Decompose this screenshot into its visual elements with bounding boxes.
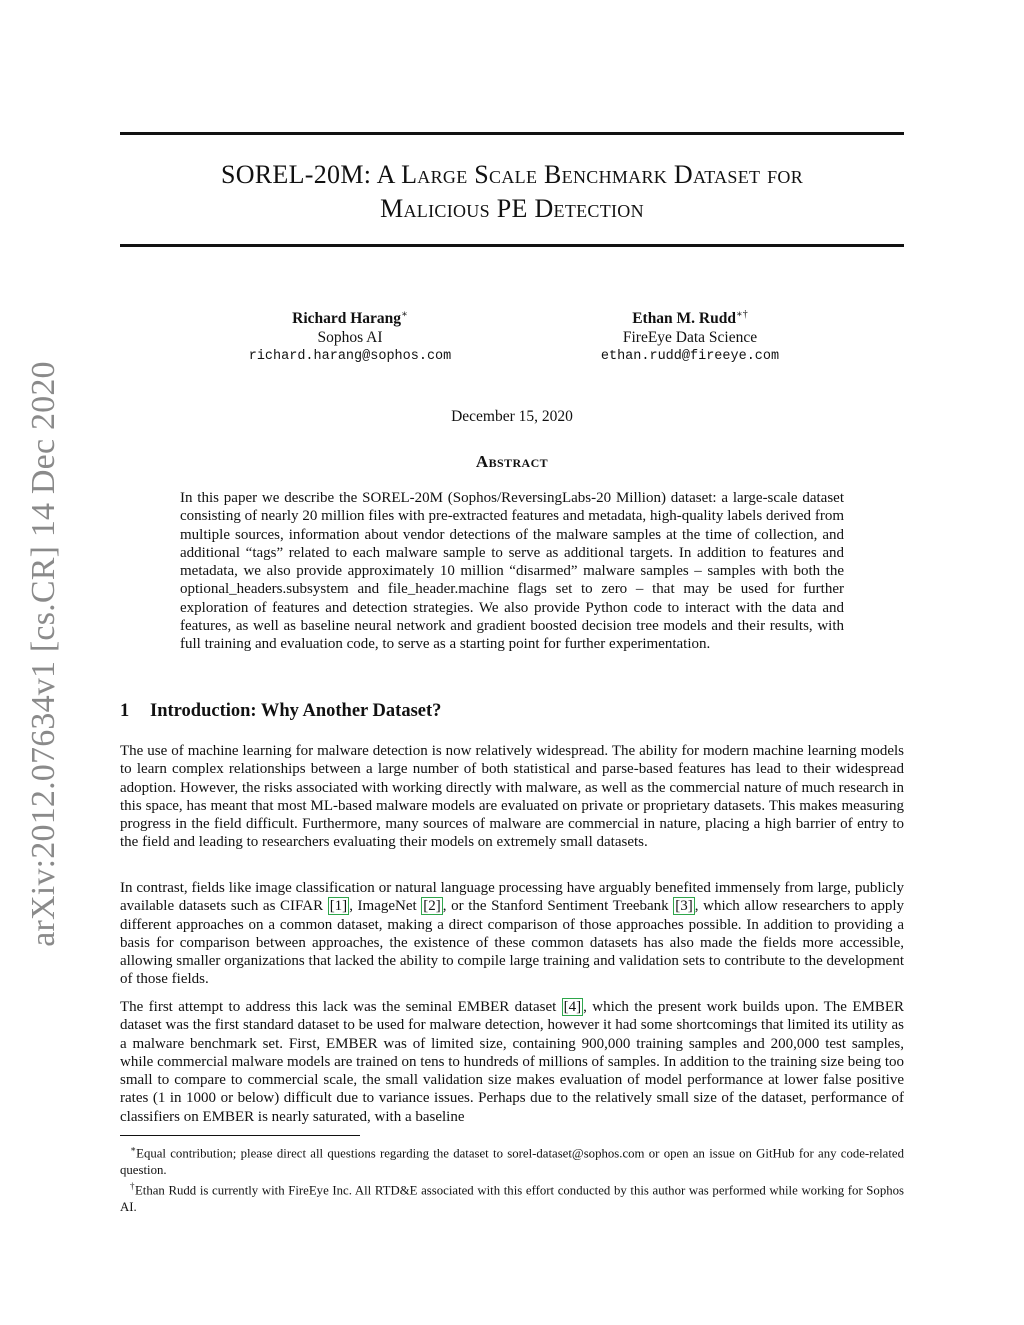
p3-text-1: The first attempt to address this lack was the seminal EMBER dataset bbox=[120, 999, 562, 1015]
abstract-text: In this paper we describe the SOREL-20M (Sophos/ReversingLabs-20 Million) dataset: a large-scale dataset consisting of nearly 20 million files with pre-extracted features and metadata, high-quality labels derived from multiple sources, information about vendor detections of the malware samples at the time of collection, and additional “tags” related to each malware sample to serve as additional targets. In addition to features and metadata, we also provide approximately 10 million “disarmed” malware samples – samples with both the optional_headers.subsystem and file_header.machine flags set to zero – that may be used for further exploration of features and detection strategies. We also provide Python code to interact with the data and features, as well as baseline neural network and gradient boosted decision tree models and their results, with full training and evaluation code, to serve as a starting point for further experimentation. bbox=[180, 490, 844, 653]
author-2-name-line bbox=[580, 305, 800, 328]
p2-text-1: In contrast, fields like image classification or natural language processing have arguably benefited immensely from large, publicly available datasets such as CIFAR bbox=[120, 880, 904, 915]
abstract-heading: Abstract bbox=[475, 452, 549, 471]
intro-paragraph-1: The use of machine learning for malware detection is now relatively widespread. The ability for modern machine learning models to learn complex relationships between a large number of both statistical and parse-based features has lead to their widespread adoption. However, the risks associated with working directly with malware, as well as the commercial nature of much research in this space, has meant that most ML-based malware models are evaluated on private or proprietary datasets. This makes measuring progress in the field difficult. Furthermore, many sources of malware are commercial in nature, placing a high barrier of entry to the field and leading to researchers evaluating their models on extremely small datasets. bbox=[120, 743, 904, 851]
section-1-title: Introduction: Why Another Dataset? bbox=[150, 701, 442, 721]
citation-sst[interactable]: [3] bbox=[675, 898, 693, 915]
footnote-2-mark: † bbox=[130, 1181, 135, 1192]
section-1-number: 1 bbox=[120, 701, 130, 721]
author-1-name: Richard Harang bbox=[292, 310, 402, 328]
author-2-name: Ethan M. Rudd bbox=[632, 310, 736, 328]
footnote-2-text: Ethan Rudd is currently with FireEye Inc. All RTD&E associated with this effort conducted by this author was performed while working for Sophos AI. bbox=[120, 1183, 904, 1215]
author-1 bbox=[240, 305, 460, 366]
citation-ember[interactable]: [4] bbox=[563, 999, 582, 1015]
author-1-mark: ∗ bbox=[401, 309, 408, 320]
footnote-1-mark: ∗ bbox=[130, 1144, 137, 1154]
footnote-2 bbox=[120, 1178, 904, 1215]
footnote-rule bbox=[120, 1135, 360, 1136]
intro-paragraph-3 bbox=[120, 998, 904, 1126]
footnote-1 bbox=[120, 1141, 904, 1178]
section-1-heading bbox=[120, 701, 904, 722]
intro-paragraph-2 bbox=[120, 879, 904, 989]
author-2 bbox=[580, 305, 800, 366]
title-line-1: SOREL-20M: A Large Scale Benchmark Dataset for bbox=[220, 160, 804, 189]
citation-cifar[interactable]: [1] bbox=[329, 898, 348, 915]
title-top-rule bbox=[120, 132, 904, 135]
p2-text-3: , or the Stanford Sentiment Treebank bbox=[442, 898, 674, 915]
p3-text-2: , which the present work builds upon. The EMBER dataset was the first standard dataset to be used for malware detection, however it had some shortcomings that limited its utility as a malware benchmark set. First, EMBER was of limited size, containing 900,000 training samples and 200,000 test samples, while commercial malware models are trained on tens to hundreds of millions of samples. In addition to the training size being too small to compare to commercial scale, the small validation size makes evaluation of model performance at lower false positive rates (1 in 1000 or below) difficult due to variance issues. Perhaps due to the relatively small size of the dataset, performance of classifiers on EMBER is nearly saturated, with a baseline bbox=[120, 999, 904, 1125]
arxiv-identifier: arXiv:2012.07634v1 [cs.CR] 14 Dec 2020 bbox=[25, 361, 62, 947]
p2-text-4: , which allow researchers to apply different approaches on a common dataset, making a direct comparison of those approaches possible. In addition to providing a basis for comparison between approaches, the existence of these common datasets has also made the fields more accessible, allowing smaller organizations that lacked the ability to compile large training and validation sets to contribute to the development of those fields. bbox=[120, 898, 904, 988]
author-2-affiliation: FireEye Data Science bbox=[622, 329, 758, 347]
footnotes bbox=[120, 1141, 904, 1216]
citation-imagenet[interactable]: [2] bbox=[423, 898, 441, 915]
paper-title bbox=[120, 158, 904, 226]
p2-text-2: , ImageNet bbox=[349, 898, 422, 915]
author-2-mark: ∗† bbox=[736, 309, 748, 320]
author-1-affiliation: Sophos AI bbox=[317, 329, 383, 347]
paper-date: December 15, 2020 bbox=[451, 408, 573, 425]
title-line-2: Malicious PE Detection bbox=[380, 194, 644, 223]
author-1-name-line bbox=[240, 305, 460, 328]
author-1-email: richard.harang@sophos.com bbox=[248, 349, 452, 365]
author-2-email: ethan.rudd@fireeye.com bbox=[600, 349, 780, 365]
title-bottom-rule bbox=[120, 244, 904, 247]
footnote-1-text: Equal contribution; please direct all questions regarding the dataset to sorel-dataset@sophos.com or open an issue on GitHub for any code-related question. bbox=[120, 1146, 904, 1177]
